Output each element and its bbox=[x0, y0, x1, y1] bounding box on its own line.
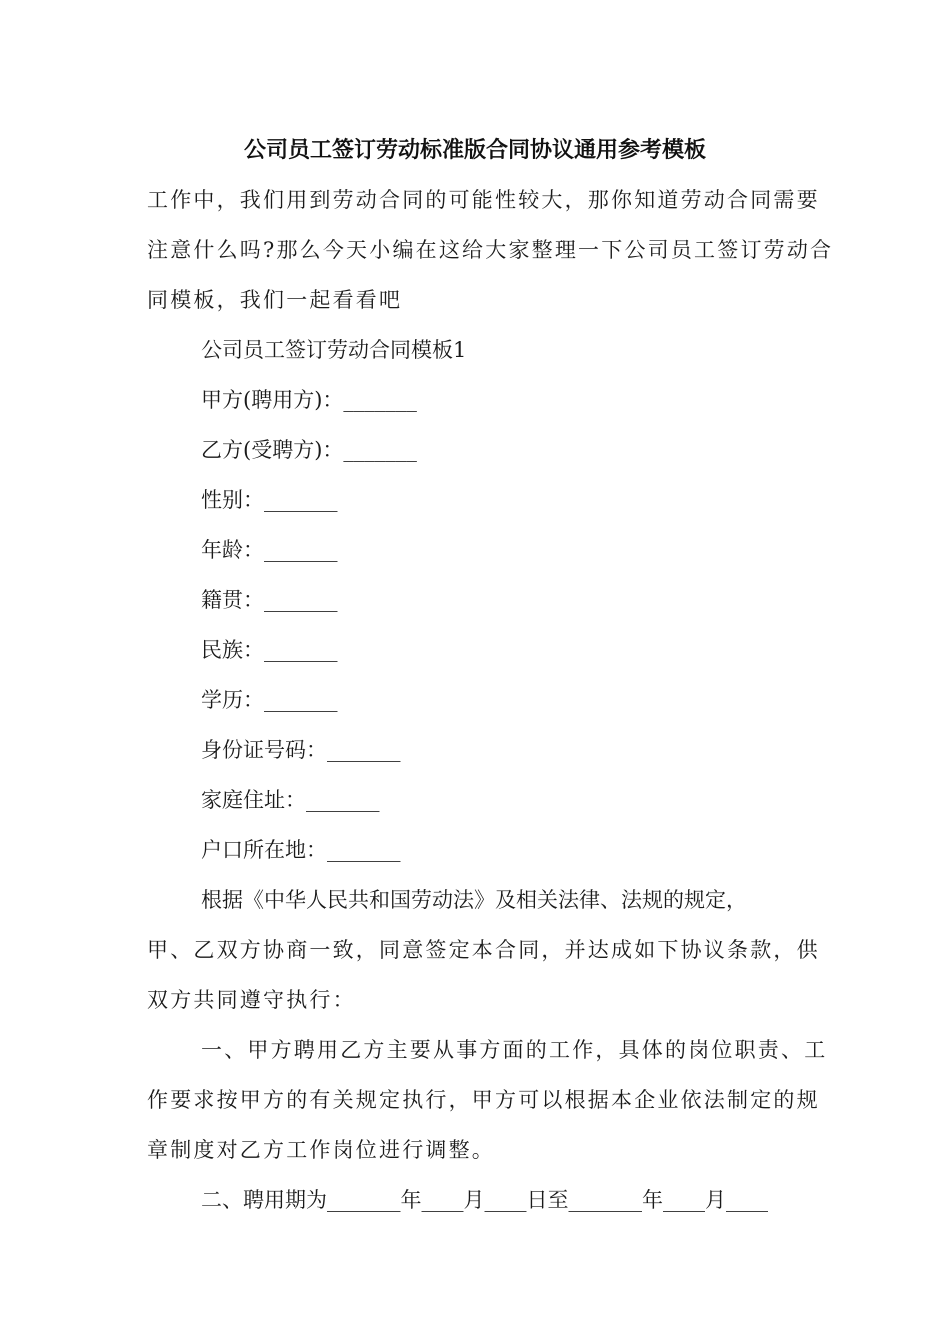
field-party-b: 乙方(受聘方)：_______ bbox=[201, 438, 417, 462]
clause-one-line-2: 作要求按甲方的有关规定执行，甲方可以根据本企业依法制定的规 bbox=[147, 1088, 820, 1112]
intro-line-2: 注意什么吗?那么今天小编在这给大家整理一下公司员工签订劳动合 bbox=[147, 238, 834, 262]
clause-one-line-3: 章制度对乙方工作岗位进行调整。 bbox=[147, 1138, 495, 1162]
document-title: 公司员工签订劳动标准版合同协议通用参考模板 bbox=[243, 138, 706, 163]
clause-one-line-1: 一、甲方聘用乙方主要从事方面的工作，具体的岗位职责、工 bbox=[201, 1038, 828, 1062]
clause-two-line-1: 二、聘用期为_______年____月____日至_______年____月____ bbox=[201, 1188, 768, 1212]
field-gender: 性别：_______ bbox=[201, 488, 338, 512]
field-household-registration: 户口所在地：_______ bbox=[201, 838, 401, 862]
field-education: 学历：_______ bbox=[201, 688, 338, 712]
field-native-place: 籍贯：_______ bbox=[201, 588, 338, 612]
preamble-line-3: 双方共同遵守执行： bbox=[147, 988, 356, 1012]
intro-line-3: 同模板，我们一起看看吧 bbox=[147, 288, 403, 312]
field-id-number: 身份证号码：_______ bbox=[201, 738, 401, 762]
preamble-line-1: 根据《中华人民共和国劳动法》及相关法律、法规的规定， bbox=[201, 888, 747, 912]
field-party-a: 甲方(聘用方)：_______ bbox=[201, 388, 417, 412]
preamble-line-2: 甲、乙双方协商一致，同意签定本合同，并达成如下协议条款，供 bbox=[147, 938, 820, 962]
field-ethnicity: 民族：_______ bbox=[201, 638, 338, 662]
intro-line-1: 工作中，我们用到劳动合同的可能性较大，那你知道劳动合同需要 bbox=[147, 188, 820, 212]
field-age: 年龄：_______ bbox=[201, 538, 338, 562]
field-home-address: 家庭住址：_______ bbox=[201, 788, 380, 812]
template-heading: 公司员工签订劳动合同模板1 bbox=[201, 338, 467, 362]
